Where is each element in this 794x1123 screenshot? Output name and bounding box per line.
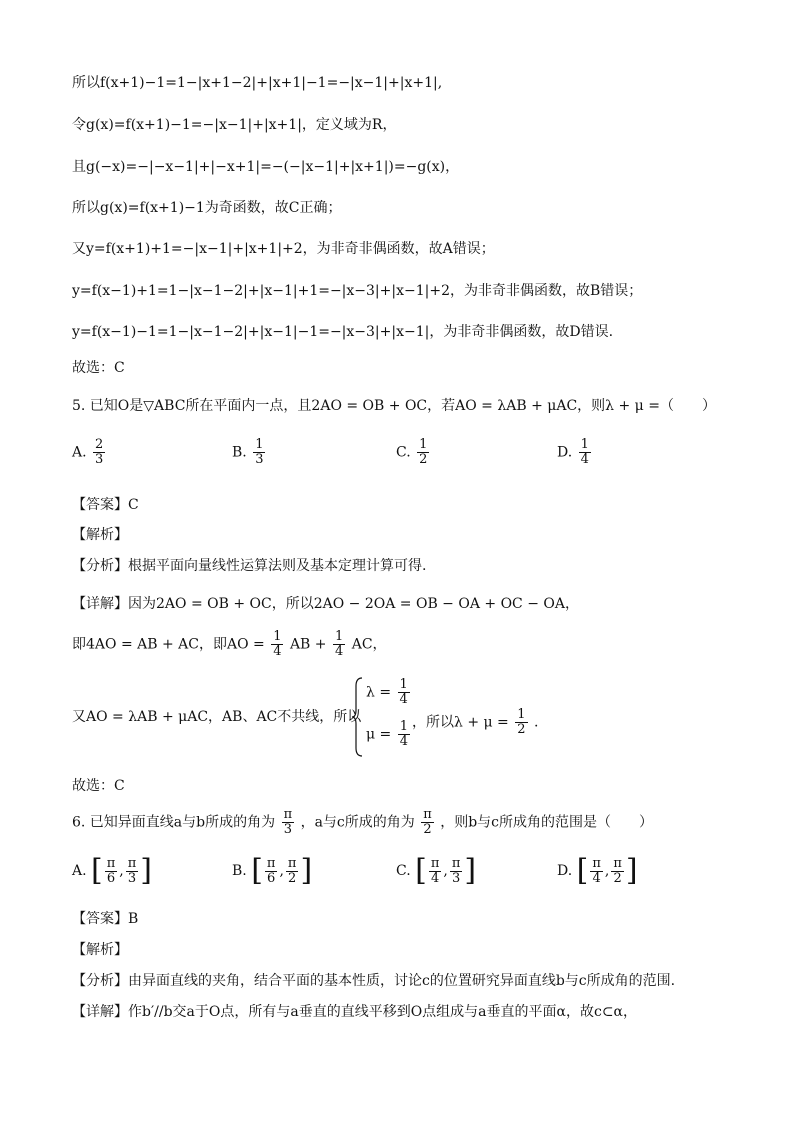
q6-detail: 【详解】作b′//b交a于O点，所有与a垂直的直线平移到O点组成与a垂直的平面α，故c⊂α， <box>72 1004 638 1020</box>
option-label: C. <box>396 863 411 879</box>
q6-analysis: 【分析】由异面直线的夹角，结合平面的基本性质，讨论c的位置研究异面直线b与c所成角的范围. <box>72 973 676 989</box>
q5-detail-1: 【详解】因为2AO = OB + OC，所以2AO − 2OA = OB − OA + OC − OA， <box>72 596 579 612</box>
fraction: $\frac{1}{3}$ <box>255 437 264 467</box>
fraction: $\frac{1}{4}$ <box>399 719 409 749</box>
text-line: 所以g(x)=f(x+1)−1为奇函数，故C正确； <box>72 200 342 216</box>
option-label: D. <box>557 863 573 879</box>
fraction: $\frac{1}{4}$ <box>273 629 282 659</box>
fraction: $\frac{1}{4}$ <box>399 677 408 707</box>
text: AC， <box>351 636 387 653</box>
q6-option-b: B. [ $\frac{\pi}{6}$ , $\frac{\pi}{2}$ ] <box>232 853 313 888</box>
system-row-1 <box>366 678 412 707</box>
q6-answer: 【答案】B <box>72 911 139 927</box>
text: 即4AO = AB + AC，即AO = <box>72 636 265 653</box>
option-label: B. <box>232 444 247 461</box>
q6-analysis-head: 【解析】 <box>72 942 128 958</box>
text: . <box>533 714 539 731</box>
equation-system <box>352 676 412 758</box>
fraction: $\frac{1}{2}$ <box>517 707 526 737</box>
text: ，则b与c所成角的范围是（ ） <box>440 814 654 831</box>
fraction: $\frac{1}{4}$ <box>334 629 344 659</box>
text: μ = <box>366 726 392 743</box>
q5-answer: 【答案】C <box>72 497 139 513</box>
text-line: 所以f(x+1)−1=1−|x+1−2|+|x+1|−1=−|x−1|+|x+1|, <box>72 75 443 91</box>
text: 6. 已知异面直线a与b所成的角为 <box>72 814 276 831</box>
q6-option-d: D. [ $\frac{\pi}{4}$ , $\frac{\pi}{2}$ ] <box>557 853 638 888</box>
q5-detail-2 <box>72 630 387 659</box>
fraction: $\frac{\pi}{6}$ <box>266 855 276 886</box>
question-6-stem <box>72 808 653 837</box>
text: AB + <box>289 636 327 653</box>
q6-option-a: A. [ $\frac{\pi}{6}$ , $\frac{\pi}{3}$ ] <box>72 853 152 888</box>
option-label: D. <box>557 444 573 461</box>
q5-option-d <box>557 438 593 467</box>
fraction: $\frac{1}{2}$ <box>419 437 428 467</box>
fraction: $\frac{\pi}{3}$ <box>283 807 293 837</box>
fraction: $\frac{2}{3}$ <box>95 437 104 467</box>
fraction: $\frac{\pi}{3}$ <box>127 855 137 886</box>
fraction: $\frac{\pi}{2}$ <box>287 855 297 886</box>
q6-option-c: C. [ $\frac{\pi}{4}$ , $\frac{\pi}{3}$ ] <box>396 853 477 888</box>
text-line: y=f(x−1)−1=1−|x−1−2|+|x−1|−1=−|x−3|+|x−1|，为非奇非偶函数，故D错误. <box>72 324 614 340</box>
system-row-2 <box>366 720 412 749</box>
fraction: $\frac{\pi}{6}$ <box>106 855 116 886</box>
q5-option-b <box>232 438 267 467</box>
option-label: C. <box>396 444 411 461</box>
text: ，a与c所成的角为 <box>300 814 415 831</box>
fraction: $\frac{\pi}{2}$ <box>613 855 622 886</box>
q5-option-a <box>72 438 107 467</box>
text: ，所以λ + μ = <box>412 714 509 731</box>
question-5-stem: 5. 已知O是▽ABC所在平面内一点，且2AO = OB + OC，若AO = λAB + μAC，则λ + μ =（ ） <box>72 398 716 414</box>
fraction: $\frac{1}{4}$ <box>580 437 589 467</box>
brace-icon <box>352 676 364 758</box>
fraction: $\frac{\pi}{2}$ <box>423 807 432 837</box>
option-label: A. <box>72 863 87 879</box>
fraction: $\frac{\pi}{3}$ <box>451 855 461 886</box>
text-line: 故选：C <box>72 360 125 376</box>
option-label: A. <box>72 444 87 461</box>
text-line: 且g(−x)=−|−x−1|+|−x+1|=−(−|x−1|+|x+1|)=−g(x)， <box>72 159 460 175</box>
text: λ = <box>366 684 392 701</box>
q5-choose: 故选：C <box>72 778 125 794</box>
q5-detail-3: 又AO = λAB + μAC，AB、AC不共线，所以 <box>72 709 362 725</box>
q5-detail-3-result <box>412 708 538 737</box>
q5-option-c <box>396 438 431 467</box>
text-line: y=f(x−1)+1=1−|x−1−2|+|x−1|+1=−|x−3|+|x−1|+2，为非奇非偶函数，故B错误； <box>72 283 643 299</box>
text-line: 令g(x)=f(x+1)−1=−|x−1|+|x+1|，定义域为R， <box>72 117 397 133</box>
text-line: 又y=f(x+1)+1=−|x−1|+|x+1|+2，为非奇非偶函数，故A错误； <box>72 241 495 257</box>
fraction: $\frac{\pi}{4}$ <box>430 855 440 886</box>
q5-analysis: 【分析】根据平面向量线性运算法则及基本定理计算可得. <box>72 558 427 574</box>
option-label: B. <box>232 863 247 879</box>
q5-analysis-head: 【解析】 <box>72 527 128 543</box>
fraction: $\frac{\pi}{4}$ <box>592 855 601 886</box>
